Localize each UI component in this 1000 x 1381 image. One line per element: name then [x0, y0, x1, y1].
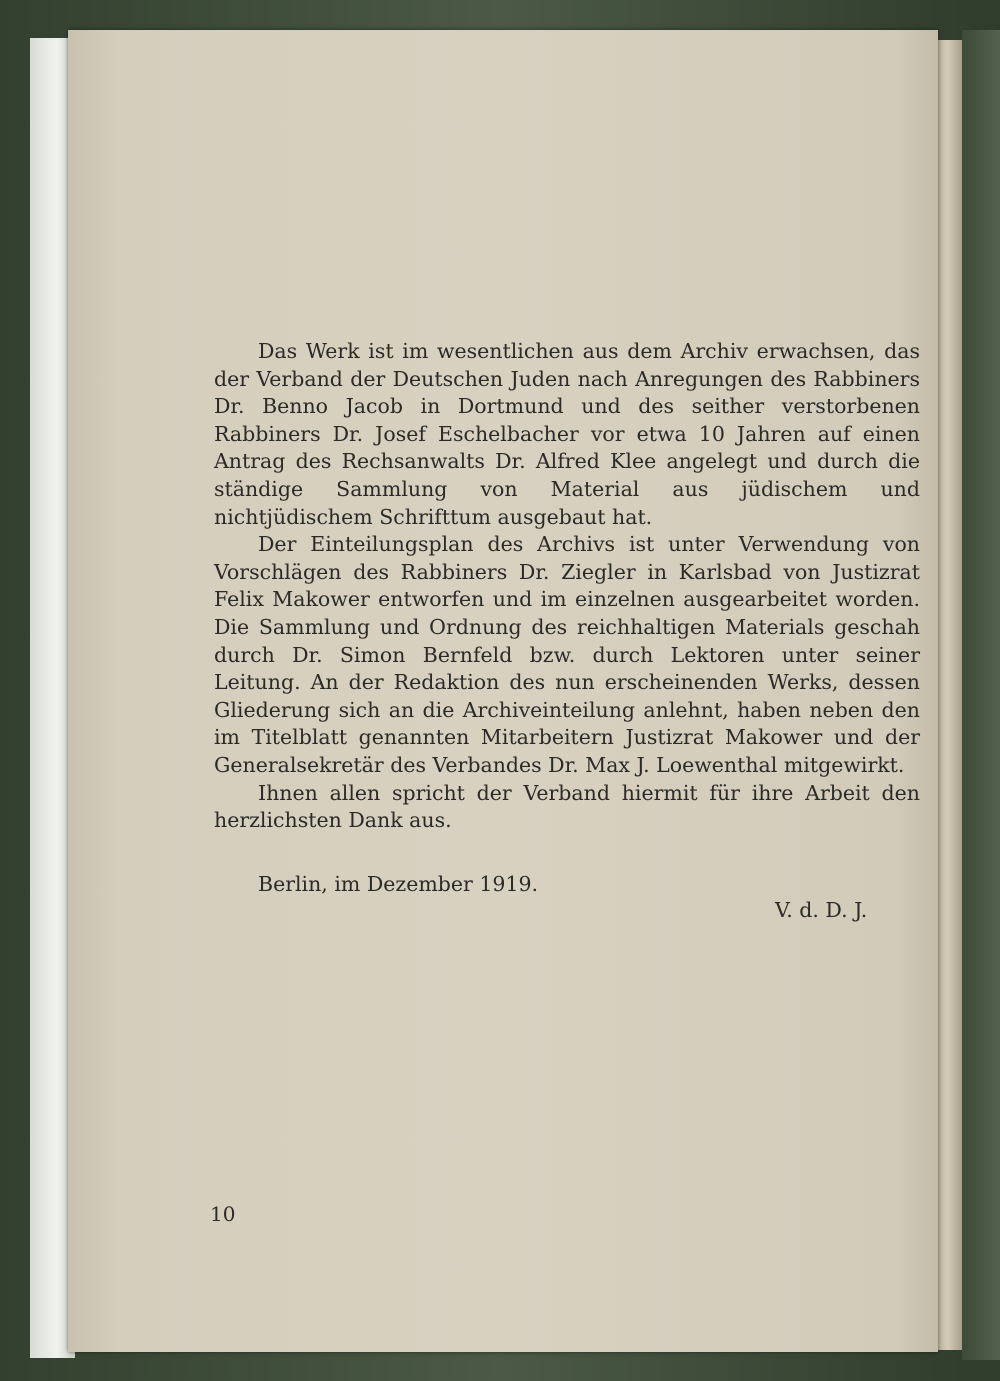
paragraph-2: Der Einteilungsplan des Archivs ist unter Verwendung von Vorschlägen des Rabbiners Dr. Ziegler in Karlsbad von Justizrat Felix Makower entworfen und im einzelnen ausgearbeitet worden. Die Sammlung und Ordnung des reichhaltigen Materials geschah durch Dr. Simon Bernfeld bzw. durch Lektoren unter seiner Leitung. An der Redaktion des nun erscheinenden Werks, dessen Gliederung sich an die Archiveinteilung anlehnt, haben neben den im Titelblatt genannten Mitarbeitern Justizrat Makower und der Generalsekretär des Verbandes Dr. Max J. Loewenthal mitgewirkt.	[214, 532, 920, 777]
dateline: Berlin, im Dezember 1919.	[258, 872, 539, 896]
page-number: 10	[210, 1202, 236, 1226]
paragraph-1: Das Werk ist im wesentlichen aus dem Archiv erwachsen, das der Verband der Deutschen Juden nach Anregungen des Rabbiners Dr. Benno Jacob in Dortmund und des seither verstorbenen Rabbiners Dr. Josef Eschelbacher vor etwa 10 Jahren auf einen Antrag des Rechsanwalts Dr. Alfred Klee angelegt und durch die ständige Sammlung von Material aus jüdischem und nichtjüdischem Schrifttum ausgebaut hat.	[214, 339, 920, 529]
back-cover-edge	[962, 30, 1000, 1360]
signature: V. d. D. J.	[775, 898, 868, 922]
paragraph-3: Ihnen allen spricht der Verband hiermit für ihre Arbeit den herzlichsten Dank aus.	[214, 780, 920, 833]
preface-text	[214, 338, 920, 835]
page-stack-edge	[938, 40, 962, 1350]
